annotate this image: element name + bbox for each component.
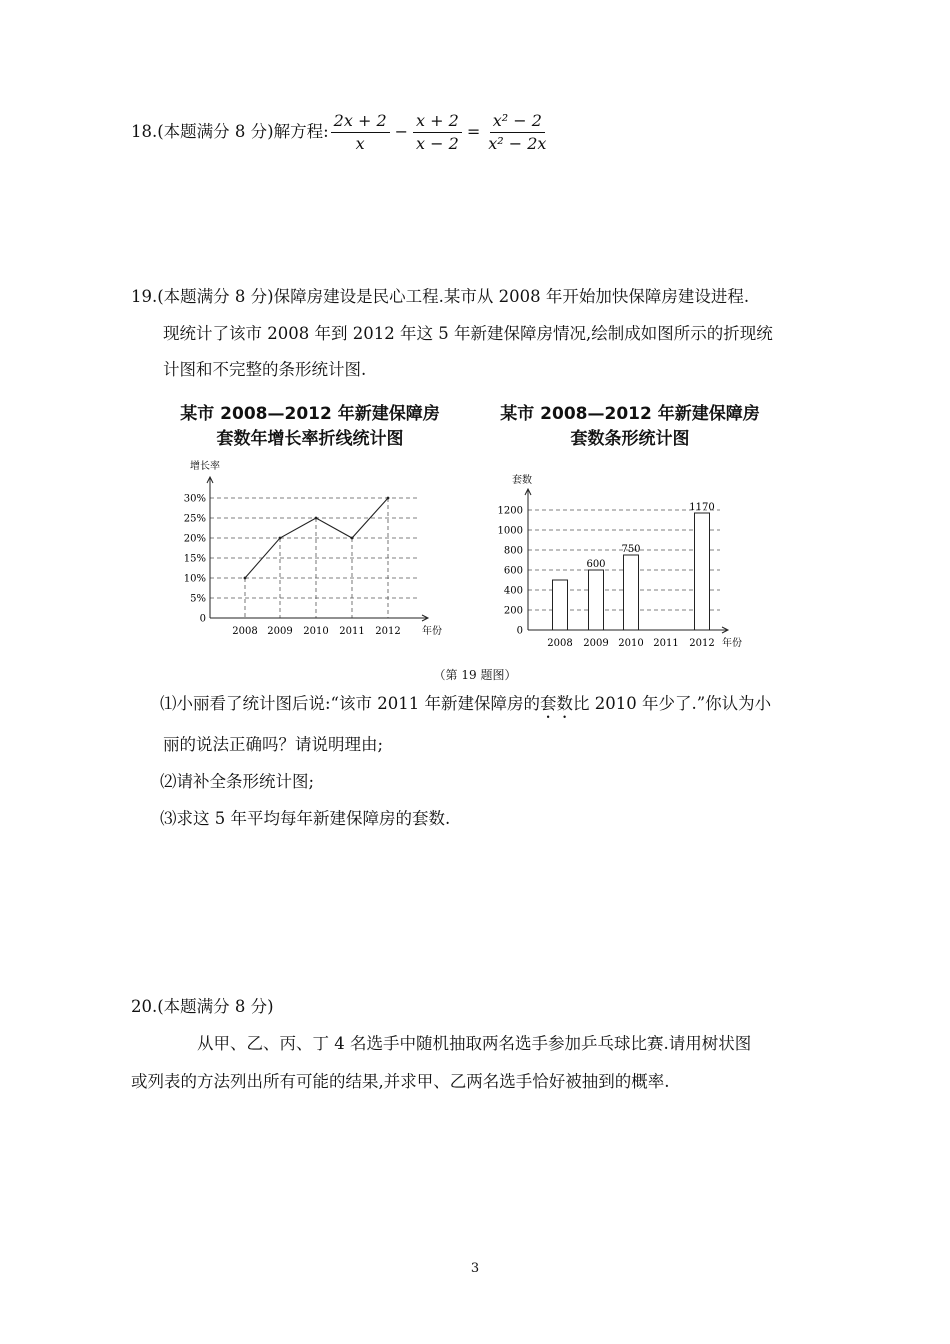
line-chart-x-tick-label: 2009	[267, 626, 293, 637]
line-chart-y-tick-label: 30%	[183, 493, 206, 505]
q18-fraction-2	[413, 111, 462, 154]
line-chart-x-tick-label: 2008	[232, 626, 258, 637]
q18-fraction-1	[331, 111, 390, 154]
line-chart-x-tick-label: 2012	[375, 626, 401, 637]
q19-sub1	[160, 692, 771, 722]
question-18	[131, 104, 551, 160]
bar-chart-bar	[624, 555, 639, 630]
bar-chart-title-1: 某市 2008—2012 年新建保障房	[500, 404, 760, 424]
q19-sub1-part-b: 比 2010 年少了.”你认为小	[572, 694, 772, 713]
line-chart-y-tick-label: 10%	[183, 573, 206, 585]
q20-body-2: 或列表的方法列出所有可能的结果,并求甲、乙两名选手恰好被抽到的概率.	[131, 1072, 670, 1091]
q19-sub2: ⑵请补全条形统计图;	[160, 772, 315, 791]
q18-label: 18.(本题满分 8 分)解方程:	[131, 122, 329, 141]
bar-chart-x-tick-label: 2010	[618, 638, 644, 649]
line-chart-y-tick-label: 15%	[183, 553, 206, 565]
line-chart-x-label: 年份	[422, 626, 442, 637]
bar-chart	[490, 465, 770, 660]
bar-chart-bar	[553, 580, 568, 630]
q19-sub1-line-2: 丽的说法正确吗？请说明理由;	[163, 735, 384, 754]
q18-minus: −	[394, 122, 409, 141]
q18-f3-numerator: x² − 2	[490, 111, 545, 133]
line-chart-point	[351, 537, 354, 540]
q19-line-2: 现统计了该市 2008 年到 2012 年这 5 年新建保障房情况,绘制成如图所示的折现统	[163, 324, 773, 343]
bar-chart-title-2: 套数条形统计图	[570, 429, 690, 449]
line-chart-y-tick-label: 25%	[183, 513, 206, 525]
bar-chart-bar	[695, 513, 710, 630]
bar-chart-bar	[589, 570, 604, 630]
bar-chart-y-tick-label: 0	[516, 625, 523, 637]
line-chart	[160, 455, 460, 650]
q20-heading: 20.(本题满分 8 分)	[131, 997, 274, 1016]
line-chart-y-tick-label: 20%	[183, 533, 206, 545]
q18-fraction-3	[485, 111, 549, 154]
bar-chart-y-tick-label: 600	[503, 565, 523, 577]
bar-chart-data-label: 750	[621, 544, 641, 555]
line-chart-y-label: 增长率	[190, 461, 220, 472]
q19-sub1-part-a: ⑴小丽看了统计图后说:“该市 2011 年新建保障房的	[160, 694, 540, 713]
line-chart-point	[387, 497, 390, 500]
line-chart-point	[244, 577, 247, 580]
q18-f1-denominator: x	[355, 133, 365, 153]
q18-f2-numerator: x + 2	[413, 111, 462, 133]
page-number: 3	[470, 1261, 480, 1276]
line-chart-point	[279, 537, 282, 540]
bar-chart-x-label: 年份	[722, 638, 742, 649]
q18-f2-denominator: x − 2	[416, 133, 459, 153]
q18-f3-denominator: x² − 2x	[488, 133, 547, 153]
line-chart-x-tick-label: 2011	[339, 626, 365, 637]
line-chart-title-1: 某市 2008—2012 年新建保障房	[180, 404, 440, 424]
line-chart-title	[160, 402, 460, 452]
bar-chart-data-label: 600	[586, 559, 606, 570]
bar-chart-y-tick-label: 1200	[497, 505, 523, 517]
bar-chart-y-label: 套数	[512, 475, 532, 486]
bar-chart-x-tick-label: 2011	[653, 638, 679, 649]
figure-caption: （第 19 题图）	[433, 668, 517, 682]
q18-equals: =	[466, 122, 481, 141]
bar-chart-title	[480, 402, 780, 452]
bar-chart-data-label: 1170	[689, 502, 715, 513]
q20-body-1: 从甲、乙、丙、丁 4 名选手中随机抽取两名选手参加乒乓球比赛.请用树状图	[197, 1034, 752, 1053]
q19-line-1: 19.(本题满分 8 分)保障房建设是民心工程.某市从 2008 年开始加快保障房建设进程.	[131, 287, 750, 306]
q19-sub1-emphasis: 套数	[539, 694, 573, 713]
line-chart-y-tick-label: 0	[199, 613, 206, 625]
bar-chart-y-tick-label: 200	[503, 605, 523, 617]
line-chart-point	[315, 517, 318, 520]
bar-chart-y-tick-label: 400	[503, 585, 523, 597]
q19-sub3: ⑶求这 5 年平均每年新建保障房的套数.	[160, 809, 451, 828]
bar-chart-x-tick-label: 2008	[547, 638, 573, 649]
bar-chart-y-tick-label: 1000	[497, 525, 523, 537]
q19-line-3: 计图和不完整的条形统计图.	[163, 360, 367, 379]
q18-f1-numerator: 2x + 2	[331, 111, 390, 133]
bar-chart-y-tick-label: 800	[503, 545, 523, 557]
line-chart-x-tick-label: 2010	[303, 626, 329, 637]
line-chart-title-2: 套数年增长率折线统计图	[216, 429, 404, 449]
line-chart-y-tick-label: 5%	[190, 593, 206, 605]
bar-chart-x-tick-label: 2012	[689, 638, 715, 649]
bar-chart-x-tick-label: 2009	[583, 638, 609, 649]
